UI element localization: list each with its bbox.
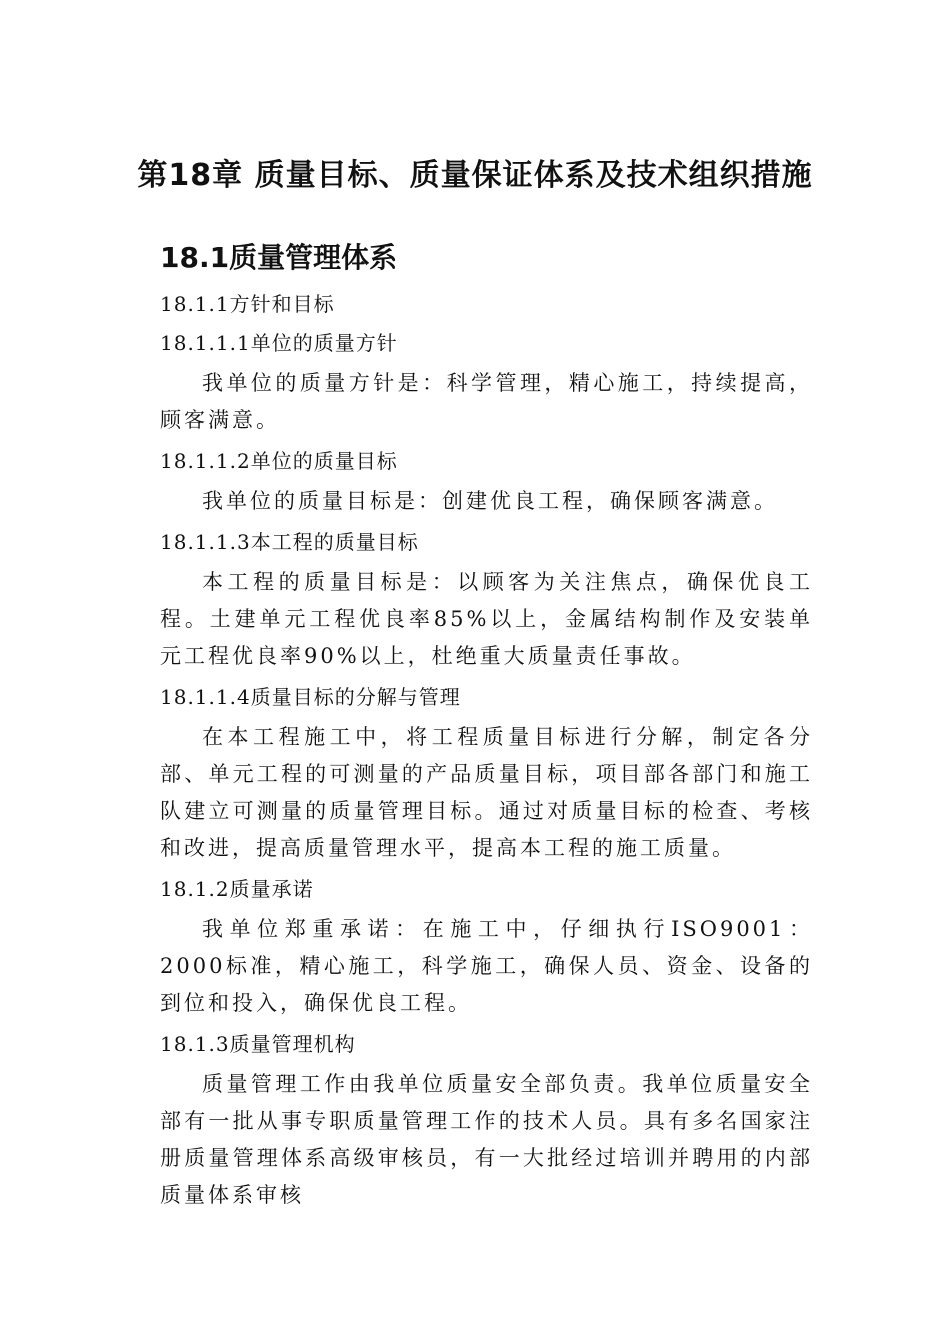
paragraph-goal-decomposition: 在本工程施工中，将工程质量目标进行分解，制定各分部、单元工程的可测量的产品质量目标，项目部各部门和施工队建立可测量的质量管理目标。通过对质量目标的检查、考核和改进，提高质量管理水平，提高本工程的施工质量。 <box>160 725 813 860</box>
section-title: 18.1质量管理体系 <box>160 241 398 274</box>
heading-quality-policy: 18.1.1.1单位的质量方针 <box>160 331 398 355</box>
paragraph-unit-quality-goal: 我单位的质量目标是：创建优良工程，确保顾客满意。 <box>202 489 778 513</box>
heading-policy-and-goals: 18.1.1方针和目标 <box>160 292 335 316</box>
heading-project-quality-goal: 18.1.1.3本工程的质量目标 <box>160 530 419 554</box>
heading-quality-organization: 18.1.3质量管理机构 <box>160 1032 356 1056</box>
paragraph-quality-commitment: 我单位郑重承诺：在施工中，仔细执行ISO9001：2000标准，精心施工，科学施工，确保人员、资金、设备的到位和投入，确保优良工程。 <box>160 917 813 1015</box>
document-body <box>160 287 813 1219</box>
paragraph-quality-policy: 我单位的质量方针是：科学管理，精心施工，持续提高，顾客满意。 <box>160 371 813 432</box>
heading-goal-decomposition: 18.1.1.4质量目标的分解与管理 <box>160 685 461 709</box>
paragraph-quality-organization: 质量管理工作由我单位质量安全部负责。我单位质量安全部有一批从事专职质量管理工作的技术人员。具有多名国家注册质量管理体系高级审核员，有一大批经过培训并聘用的内部质量体系审核 <box>160 1072 813 1207</box>
chapter-title: 第18章 质量目标、质量保证体系及技术组织措施 <box>137 158 813 193</box>
paragraph-project-quality-goal: 本工程的质量目标是：以顾客为关注焦点，确保优良工程。土建单元工程优良率85%以上，金属结构制作及安装单元工程优良率90%以上，杜绝重大质量责任事故。 <box>160 570 813 668</box>
heading-unit-quality-goal: 18.1.1.2单位的质量目标 <box>160 449 398 473</box>
heading-quality-commitment: 18.1.2质量承诺 <box>160 877 314 901</box>
